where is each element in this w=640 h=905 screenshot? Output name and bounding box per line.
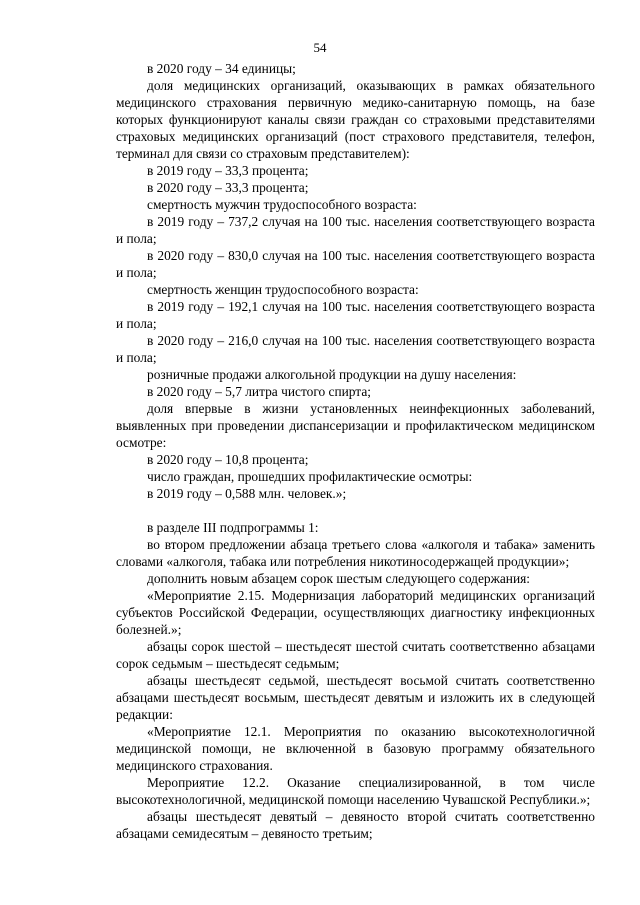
paragraph: в 2020 году – 33,3 процента; [147,180,309,195]
paragraph: во втором предложении абзаца третьего слова «алкоголя и табака» заменить словами «алкоголя, табака или потребления никотиносодержащей продукции»; [116,537,595,569]
paragraph: абзацы шестьдесят девятый – девяносто второй считать соответственно абзацами семидесятым – девяносто третьим; [116,809,595,841]
paragraph: в 2019 году – 33,3 процента; [147,163,309,178]
paragraph: Мероприятие 12.2. Оказание специализированной, в том числе высокотехнологичной, медицинской помощи населению Чувашской Республики.»; [116,775,595,807]
paragraph: в 2020 году – 10,8 процента; [147,452,309,467]
paragraph: смертность женщин трудоспособного возраста: [147,282,419,297]
paragraph: в 2020 году – 5,7 литра чистого спирта; [147,384,371,399]
paragraph: доля впервые в жизни установленных неинфекционных заболеваний, выявленных при проведении диспансеризации и профилактическом медицинском осмотре: [116,401,595,450]
paragraph: «Мероприятие 2.15. Модернизация лабораторий медицинских организаций субъектов Российской Федерации, осуществляющих диагностику инфекционных болезней.»; [116,588,595,637]
page-number: 54 [313,40,327,55]
paragraph: абзацы шестьдесят седьмой, шестьдесят восьмой считать соответственно абзацами шестьдесят восьмым, шестьдесят девятым и изложить их в следующей редакции: [116,673,595,722]
paragraph: в 2020 году – 216,0 случая на 100 тыс. населения соответствующего возраста и пола; [116,333,595,365]
paragraph: в 2019 году – 192,1 случая на 100 тыс. населения соответствующего возраста и пола; [116,299,595,331]
document-body [116,60,595,842]
paragraph: в 2019 году – 0,588 млн. человек.»; [147,486,347,501]
paragraph: дополнить новым абзацем сорок шестым следующего содержания: [147,571,530,586]
paragraph: «Мероприятие 12.1. Мероприятия по оказанию высокотехнологичной медицинской помощи, не включенной в базовую программу обязательного медицинского страхования. [116,724,595,773]
paragraph: в 2020 году – 830,0 случая на 100 тыс. населения соответствующего возраста и пола; [116,248,595,280]
paragraph: в 2020 году – 34 единицы; [147,61,296,76]
paragraph: абзацы сорок шестой – шестьдесят шестой считать соответственно абзацами сорок седьмым – шестьдесят седьмым; [116,639,595,671]
paragraph: смертность мужчин трудоспособного возраста: [147,197,417,212]
paragraph: доля медицинских организаций, оказывающих в рамках обязательного медицинского страхования первичную медико-санитарную помощь, на базе которых функционируют каналы связи граждан со страховыми представителями страховых медицинских организаций (пост страхового представителя, телефон, терминал для связи со страховым представителем): [116,78,595,161]
paragraph: в 2019 году – 737,2 случая на 100 тыс. населения соответствующего возраста и пола; [116,214,595,246]
paragraph-gap [116,502,595,519]
paragraph: розничные продажи алкогольной продукции на душу населения: [147,367,517,382]
paragraph: в разделе III подпрограммы 1: [147,520,319,535]
paragraph: число граждан, прошедших профилактические осмотры: [147,469,473,484]
